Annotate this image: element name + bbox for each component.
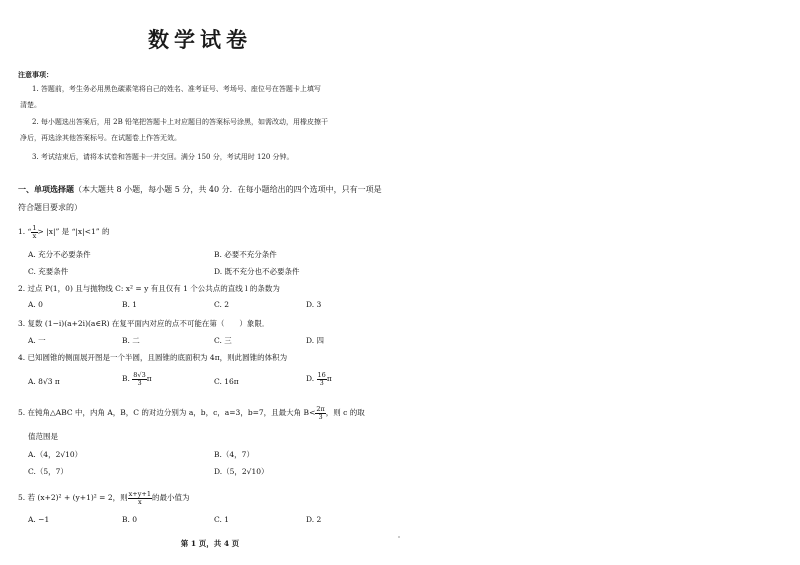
fraction-denominator: x bbox=[137, 497, 142, 506]
note-line: 净后，再选涂其他答案标号。在试题卷上作答无效。 bbox=[20, 134, 181, 142]
section-label: 一、单项选择题 bbox=[18, 184, 74, 194]
fraction-numerator: 2π bbox=[316, 405, 325, 413]
question-1 bbox=[18, 225, 109, 239]
option: C. 2 bbox=[214, 300, 230, 309]
option: A. −1 bbox=[28, 515, 50, 524]
option: D. 四 bbox=[306, 336, 325, 345]
option-b bbox=[122, 372, 152, 386]
option: B.（4，7） bbox=[214, 450, 254, 459]
question-3: 3. 复数 (1−i)(a+2i)(a∈R) 在复平面内对应的点不可能在第（ ）象限． bbox=[18, 319, 270, 328]
question-6 bbox=[18, 491, 189, 505]
option-d bbox=[306, 372, 332, 386]
section-desc: （本大题共 8 小题，每小题 5 分，共 40 分．在每小题给出的四个选项中，只有一项是 bbox=[74, 185, 382, 194]
question-5 bbox=[18, 406, 365, 420]
fraction-denominator: 3 bbox=[318, 412, 323, 421]
fraction bbox=[315, 406, 325, 420]
scan-speck bbox=[398, 536, 400, 538]
option: C.（5，7） bbox=[28, 467, 68, 476]
option: A. 充分不必要条件 bbox=[28, 250, 91, 259]
section-header bbox=[18, 184, 382, 195]
question-6-stem-b: 的最小值为 bbox=[151, 493, 190, 502]
question-2: 2. 过点 P(1，0) 且与抛物线 C: x² = y 有且仅有 1 个公共点的直线 l 的条数为 bbox=[18, 284, 280, 293]
fraction-denominator: 3 bbox=[137, 378, 142, 387]
fraction bbox=[132, 372, 146, 386]
option-label: D. bbox=[306, 374, 315, 383]
option: D.（5，2√10） bbox=[214, 467, 269, 476]
question-5-stem-a: 5. 在钝角△ABC 中，内角 A，B，C 的对边分别为 a，b，c，a=3，b=7，且最大角 B< bbox=[18, 408, 316, 417]
fraction-numerator: 8√3 bbox=[133, 371, 146, 379]
option: A.（4，2√10） bbox=[28, 450, 83, 459]
note-line: 1. 答题前，考生务必用黑色碳素笔将自己的姓名、准考证号、考场号、座位号在答题卡上填写 bbox=[32, 85, 321, 93]
section-desc-cont: 符合题目要求的） bbox=[18, 203, 82, 212]
option-tail: π bbox=[146, 374, 152, 383]
option: D. 2 bbox=[306, 515, 322, 524]
note-line: 3. 考试结束后，请将本试卷和答题卡一并交回。满分 150 分，考试用时 120 分钟。 bbox=[32, 153, 294, 161]
question-4: 4. 已知圆锥的侧面展开图是一个半圆，且圆锥的底面积为 4π，则此圆锥的体积为 bbox=[18, 353, 288, 362]
option: B. 必要不充分条件 bbox=[214, 250, 277, 259]
fraction-denominator: 3 bbox=[319, 378, 324, 387]
fraction bbox=[128, 491, 152, 505]
option: A. 一 bbox=[28, 336, 46, 345]
question-1-stem-a: 1. “ bbox=[18, 227, 32, 236]
option: C. 充要条件 bbox=[28, 267, 69, 276]
option: B. 0 bbox=[122, 515, 138, 524]
option: D. 既不充分也不必要条件 bbox=[214, 267, 300, 276]
fraction-numerator: 1 bbox=[32, 224, 37, 232]
fraction-numerator: 16 bbox=[317, 371, 326, 379]
option: C. 1 bbox=[214, 515, 230, 524]
option: C. 16π bbox=[214, 377, 239, 386]
question-1-stem-b: > |x|” 是 “|x|<1” 的 bbox=[37, 227, 110, 236]
option: A. 0 bbox=[28, 300, 43, 309]
option: B. 二 bbox=[122, 336, 140, 345]
option: C. 三 bbox=[214, 336, 232, 345]
note-line: 2. 每小题选出答案后，用 2B 铅笔把答题卡上对应题目的答案标号涂黑，如需改动，用橡皮擦干 bbox=[32, 118, 328, 126]
notes-heading: 注意事项： bbox=[18, 70, 53, 79]
fraction bbox=[317, 372, 327, 386]
question-6-stem-a: 5. 若 (x+2)² + (y+1)² = 2，则 bbox=[18, 493, 128, 502]
question-5-stem-b: ，则 c 的取 bbox=[325, 408, 365, 417]
fraction-denominator: x bbox=[32, 231, 37, 240]
page-footer: 第 1 页，共 4 页 bbox=[180, 539, 240, 548]
question-5-cont: 值范围是 bbox=[28, 432, 58, 441]
page-title: 数学试卷 bbox=[148, 28, 252, 52]
option-label: B. bbox=[122, 374, 130, 383]
option: D. 3 bbox=[306, 300, 322, 309]
option: A. 8√3 π bbox=[28, 377, 60, 386]
note-line: 清楚。 bbox=[20, 101, 41, 109]
fraction-numerator: x+y+1 bbox=[128, 490, 151, 498]
option: B. 1 bbox=[122, 300, 138, 309]
option-tail: π bbox=[326, 374, 332, 383]
